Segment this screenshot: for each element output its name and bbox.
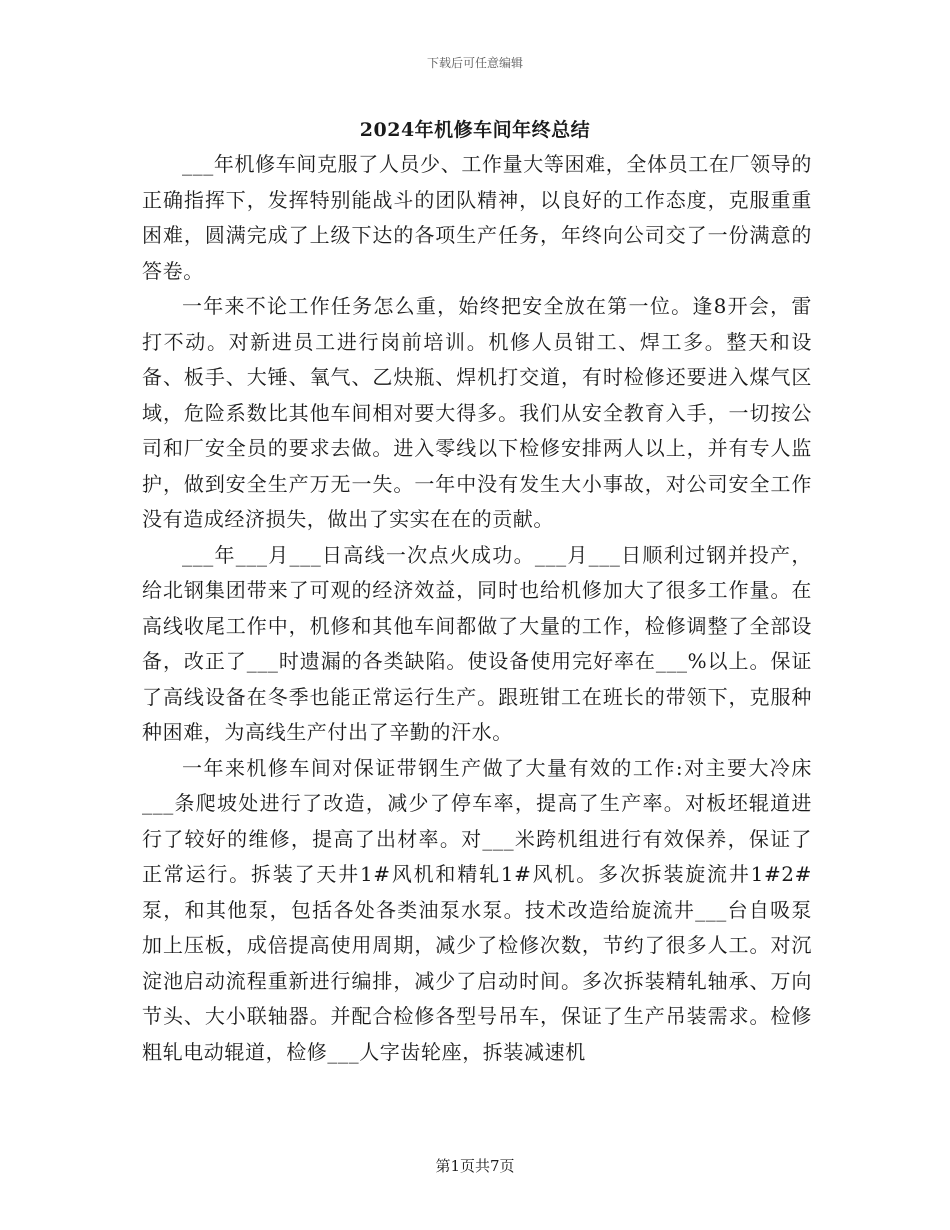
- paragraph: ___年机修车间克服了人员少、工作量大等困难，全体员工在厂领导的正确指挥下，发挥特别能战斗的团队精神，以良好的工作态度，克服重重困难，圆满完成了上级下达的各项生产任务，年终向公司交了一份满意的答卷。: [142, 152, 812, 283]
- header-note: 下载后可任意编辑: [426, 56, 523, 70]
- document-body: [142, 147, 812, 1070]
- paragraph: ___年___月___日高线一次点火成功。___月___日顺利过钢并投产，给北钢集团带来了可观的经济效益，同时也给机修加大了很多工作量。在高线收尾工作中，机修和其他车间都做了大量的工作，检修调整了全部设备，改正了___时遗漏的各类缺陷。使设备使用完好率在___%以上。保证了高线设备在冬季也能正常运行生产。跟班钳工在班长的带领下，克服种种困难，为高线生产付出了辛勤的汗水。: [142, 542, 812, 744]
- page-number: 第1页共7页: [435, 1157, 515, 1175]
- paragraph: 一年来机修车间对保证带钢生产做了大量有效的工作:对主要大冷床___条爬坡处进行了改造，减少了停车率，提高了生产率。对板坯辊道进行了较好的维修，提高了出材率。对___米跨机组进行有效保养，保证了正常运行。拆装了天井1#风机和精轧1#风机。多次拆装旋流井1#2#泵，和其他泵，包括各处各类油泵水泵。技术改造给旋流井___台自吸泵加上压板，成倍提高使用周期，减少了检修次数，节约了很多人工。对沉淀池启动流程重新进行编排，减少了启动时间。多次拆装精轧轴承、万向节头、大小联轴器。并配合检修各型号吊车，保证了生产吊装需求。检修粗轧电动辊道，检修___人字齿轮座，拆装减速机: [142, 755, 812, 1064]
- paragraph: 一年来不论工作任务怎么重，始终把安全放在第一位。逢8开会，雷打不动。对新进员工进行岗前培训。机修人员钳工、焊工多。整天和设备、板手、大锤、氧气、乙炔瓶、焊机打交道，有时检修还要进入煤气区域，危险系数比其他车间相对要大得多。我们从安全教育入手，一切按公司和厂安全员的要求去做。进入零线以下检修安排两人以上，并有专人监护，做到安全生产万无一失。一年中没有发生大小事故，对公司安全工作没有造成经济损失，做出了实实在在的贡献。: [142, 294, 812, 531]
- document-title: 2024年机修车间年终总结: [359, 119, 591, 141]
